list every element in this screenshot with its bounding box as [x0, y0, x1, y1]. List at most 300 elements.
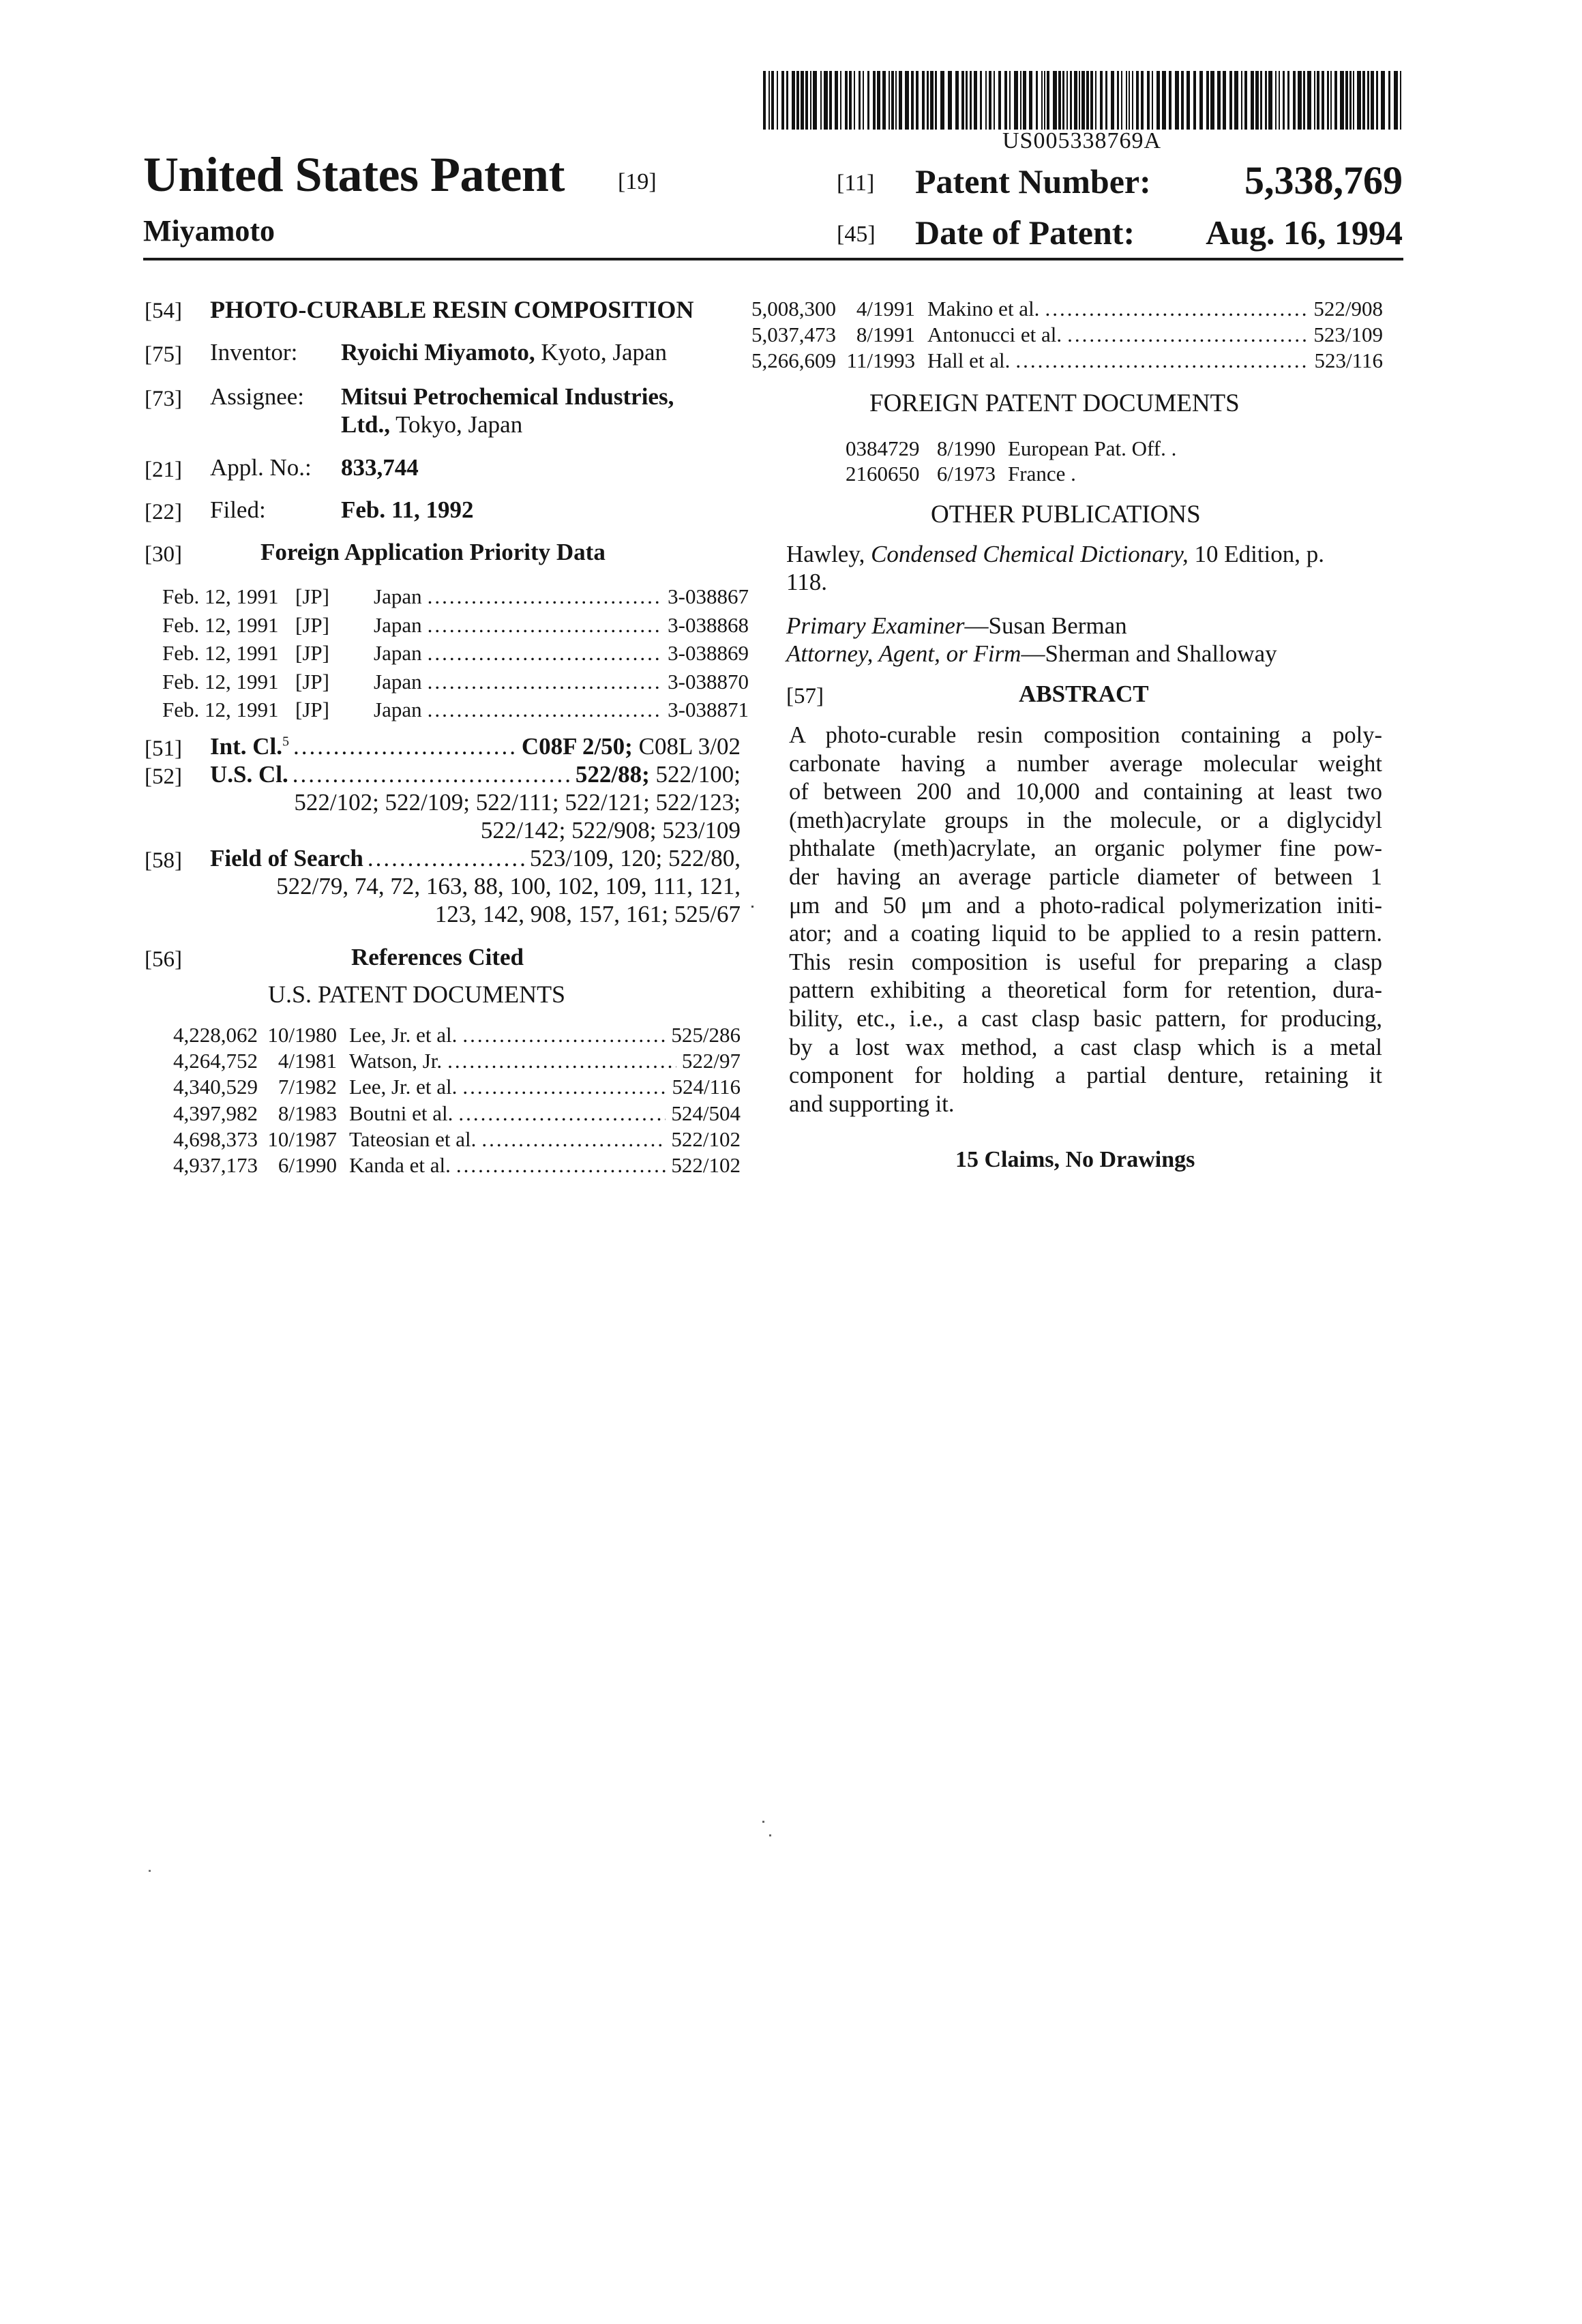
title-code: [19] [618, 169, 657, 195]
priority-date: Feb. 12, 1991 [162, 670, 295, 694]
scan-speck [762, 1821, 764, 1823]
foreign-number: 2160650 [846, 462, 916, 486]
patent-ref-row [162, 1127, 741, 1152]
abstract-line: der having an average particle diameter of between 1 [789, 863, 1382, 892]
barcode-bar [796, 71, 799, 130]
primary-examiner-name: —Susan Berman [964, 612, 1126, 639]
ref-class: 522/908 [1313, 297, 1383, 321]
inventor-name: Ryoichi Miyamoto, [341, 339, 535, 366]
barcode-bar [1349, 71, 1352, 130]
barcode [763, 71, 1403, 130]
barcode-bar [911, 71, 914, 130]
abstract-heading: ABSTRACT [1019, 681, 1149, 708]
scan-speck [769, 1834, 771, 1836]
barcode-bar [966, 71, 968, 130]
date-code: [45] [837, 222, 876, 248]
abstract-line: pattern exhibiting a theoretical form for retention, dura- [789, 977, 1382, 1005]
leader-dots [1067, 323, 1308, 347]
ref-class: 524/504 [671, 1101, 741, 1126]
barcode-bar [792, 71, 795, 130]
patent-ref-row [162, 1049, 741, 1073]
barcode-bar [930, 71, 934, 130]
leader-dots [428, 698, 663, 722]
us-cl-primary: 522/88; [576, 761, 650, 788]
abstract-line: and supporting it. [789, 1090, 1382, 1119]
barcode-bar [927, 71, 929, 130]
priority-date: Feb. 12, 1991 [162, 641, 295, 666]
abstract-line: carbonate having a number average molecular weight [789, 750, 1382, 779]
ref-number: 4,340,529 [162, 1075, 258, 1099]
barcode-bar [863, 71, 864, 130]
ref-number: 4,698,373 [162, 1127, 258, 1152]
ref-date: 4/1981 [258, 1049, 337, 1073]
barcode-bar [805, 71, 808, 130]
references-heading: References Cited [351, 944, 524, 971]
abstract-line: phthalate (meth)acrylate, an organic polymer fine pow- [789, 835, 1382, 863]
ref-date: 8/1983 [258, 1101, 337, 1126]
foreign-office: European Pat. Off. . [1008, 436, 1176, 461]
barcode-bar [1362, 71, 1365, 130]
barcode-bar [1371, 71, 1374, 130]
barcode-bar [1293, 71, 1296, 130]
field-code: [54] [145, 299, 182, 323]
barcode-bar [1009, 71, 1011, 130]
publication-title: Condensed Chemical Dictionary, [871, 541, 1189, 567]
patent-ref-row [162, 1101, 741, 1126]
barcode-bar [889, 71, 890, 130]
barcode-bar [1070, 71, 1072, 130]
barcode-number: US005338769A [1002, 128, 1161, 154]
barcode-bar [1181, 71, 1184, 130]
header-rule [143, 258, 1403, 260]
barcode-bar [1229, 71, 1232, 130]
barcode-bar [1141, 71, 1144, 130]
barcode-bar [873, 71, 876, 130]
priority-number: 3-038869 [668, 641, 749, 666]
abstract-line: bility, etc., i.e., a cast clasp basic pattern, for producing, [789, 1005, 1382, 1034]
leader-dots [428, 613, 663, 638]
ref-date: 6/1990 [258, 1153, 337, 1178]
barcode-bar [1327, 71, 1329, 130]
barcode-bar [1081, 71, 1085, 130]
foreign-number: 0384729 [846, 436, 916, 461]
barcode-bar [1090, 71, 1093, 130]
scan-speck [751, 906, 753, 908]
barcode-bar [1307, 71, 1311, 130]
filed-label: Filed: [210, 496, 266, 524]
field-of-search-line2: 522/79, 74, 72, 163, 88, 100, 102, 109, 111, 121, [276, 873, 741, 900]
field-code: [21] [145, 458, 182, 482]
barcode-bar [845, 71, 848, 130]
foreign-docs-heading: FOREIGN PATENT DOCUMENTS [869, 389, 1240, 418]
leader-dots [462, 1023, 666, 1047]
date-label: Date of Patent: [915, 213, 1135, 252]
other-publications-heading: OTHER PUBLICATIONS [931, 500, 1201, 529]
barcode-bar [763, 71, 766, 130]
patent-number-code: [11] [837, 170, 874, 196]
field-of-search-label: Field of Search [210, 845, 363, 872]
barcode-bar [955, 71, 959, 130]
abstract-line: component for holding a partial denture, retaining it [789, 1062, 1382, 1090]
barcode-bar [998, 71, 1001, 130]
barcode-bar [1126, 71, 1127, 130]
int-cl-label: Int. Cl.5 [210, 733, 289, 760]
priority-country: Japan [374, 641, 422, 666]
barcode-bar [1095, 71, 1096, 130]
priority-date: Feb. 12, 1991 [162, 698, 295, 722]
assignee-name-line1: Mitsui Petrochemical Industries, [341, 383, 674, 411]
field-code: [75] [145, 342, 182, 367]
ref-name: Kanda et al. [349, 1153, 451, 1178]
abstract-line: ator; and a coating liquid to be applied to a resin pattern. [789, 920, 1382, 949]
inventor-location: Kyoto, Japan [541, 339, 667, 366]
int-cl-primary: C08F 2/50; [522, 733, 633, 760]
abstract-line: This resin composition is useful for preparing a clasp [789, 949, 1382, 977]
ref-date: 8/1991 [836, 323, 915, 347]
field-code: [51] [145, 736, 182, 761]
barcode-bar [801, 71, 804, 130]
barcode-bar [970, 71, 972, 130]
ref-number: 4,397,982 [162, 1101, 258, 1126]
leader-dots [428, 670, 663, 694]
leader-dots [447, 1049, 676, 1073]
barcode-bar [895, 71, 897, 130]
leader-dots [1045, 297, 1308, 321]
us-cl-line1-rest: 522/100; [656, 761, 741, 788]
patent-number: 5,338,769 [1244, 158, 1403, 203]
assignee-name-suffix: Ltd., [341, 411, 390, 438]
ref-date: 7/1982 [258, 1075, 337, 1099]
barcode-bar [813, 71, 817, 130]
barcode-bar [1020, 71, 1021, 130]
barcode-bar [1314, 71, 1315, 130]
barcode-bar [1367, 71, 1369, 130]
us-patent-docs-heading: U.S. PATENT DOCUMENTS [268, 980, 565, 1009]
barcode-bar [1053, 71, 1057, 130]
barcode-bar [974, 71, 977, 130]
barcode-bar [989, 71, 991, 130]
barcode-bar [1279, 71, 1280, 130]
barcode-bar [1283, 71, 1285, 130]
barcode-bar [824, 71, 828, 130]
barcode-bar [840, 71, 841, 130]
barcode-bar [1376, 71, 1378, 130]
barcode-bar [1186, 71, 1190, 130]
foreign-office: France . [1008, 462, 1076, 486]
us-cl-line3: 522/142; 522/908; 523/109 [481, 817, 741, 844]
barcode-bar [1004, 71, 1007, 130]
abstract-line: by a lost wax method, a cast clasp which is a metal [789, 1034, 1382, 1062]
barcode-bar [1400, 71, 1401, 130]
field-of-search-row [210, 845, 741, 872]
barcode-bar [1330, 71, 1332, 130]
field-code: [22] [145, 500, 182, 524]
ref-class: 522/102 [671, 1127, 741, 1152]
barcode-bar [1255, 71, 1259, 130]
barcode-bar [1117, 71, 1119, 130]
abstract-code: [57] [786, 684, 824, 709]
patent-ref-row [741, 348, 1383, 373]
barcode-bar [1268, 71, 1272, 130]
publication-author: Hawley, [786, 541, 865, 567]
barcode-bar [882, 71, 886, 130]
ref-class: 523/109 [1313, 323, 1383, 347]
barcode-bar [1388, 71, 1390, 130]
patent-ref-row [162, 1153, 741, 1178]
priority-number: 3-038870 [668, 670, 749, 694]
barcode-bar [1105, 71, 1107, 130]
ref-number: 5,008,300 [741, 297, 836, 321]
barcode-bar [905, 71, 909, 130]
us-cl-line2: 522/102; 522/109; 522/111; 522/121; 522/123; [294, 789, 741, 816]
barcode-bar [1147, 71, 1150, 130]
barcode-bar [899, 71, 902, 130]
field-code: [52] [145, 764, 182, 789]
barcode-bar [1062, 71, 1064, 130]
ref-class: 522/102 [671, 1153, 741, 1178]
ref-name: Tateosian et al. [349, 1127, 476, 1152]
patent-title-heading: United States Patent [143, 147, 565, 203]
priority-row [162, 698, 749, 722]
barcode-bar [771, 71, 774, 130]
priority-row [162, 584, 749, 609]
barcode-bar [1199, 71, 1203, 130]
primary-examiner [786, 612, 1127, 640]
priority-date: Feb. 12, 1991 [162, 584, 295, 609]
priority-date: Feb. 12, 1991 [162, 613, 295, 638]
barcode-bar [922, 71, 925, 130]
foreign-date: 6/1973 [916, 462, 996, 486]
barcode-bar [994, 71, 995, 130]
attorney-name: —Sherman and Shalloway [1021, 640, 1277, 667]
invention-title: PHOTO-CURABLE RESIN COMPOSITION [210, 295, 693, 324]
barcode-bar [1136, 71, 1139, 130]
ref-number: 4,228,062 [162, 1023, 258, 1047]
barcode-bar [1047, 71, 1049, 130]
priority-country: Japan [374, 613, 422, 638]
barcode-bar [877, 71, 880, 130]
publication-line1 [786, 541, 1324, 568]
barcode-bar [891, 71, 894, 130]
ref-class: 522/97 [682, 1049, 741, 1073]
abstract-text [789, 721, 1382, 1118]
barcode-bar [1260, 71, 1262, 130]
ref-name: Antonucci et al. [927, 323, 1062, 347]
int-cl-secondary: C08L 3/02 [639, 733, 741, 760]
barcode-bar [1162, 71, 1166, 130]
attorney-label: Attorney, Agent, or Firm [786, 640, 1021, 667]
publication-edition: 10 Edition, p. [1194, 541, 1324, 567]
appl-no-label: Appl. No.: [210, 454, 312, 481]
barcode-bar [1206, 71, 1209, 130]
barcode-bar [1251, 71, 1254, 130]
barcode-bar [1100, 71, 1103, 130]
priority-row [162, 613, 749, 638]
barcode-bar [916, 71, 919, 130]
field-of-search-line3: 123, 142, 908, 157, 161; 525/67 [435, 901, 741, 928]
foreign-patent-row [846, 462, 1076, 486]
ref-name: Hall et al. [927, 348, 1010, 373]
ref-date: 4/1991 [836, 297, 915, 321]
barcode-bar [835, 71, 838, 130]
barcode-bar [1381, 71, 1385, 130]
attorney [786, 640, 1277, 668]
barcode-bar [1357, 71, 1361, 130]
barcode-bar [1287, 71, 1289, 130]
barcode-bar [1210, 71, 1214, 130]
ref-class: 524/116 [672, 1075, 741, 1099]
ref-class: 525/286 [671, 1023, 741, 1047]
barcode-bar [1334, 71, 1337, 130]
barcode-bar [810, 71, 811, 130]
inventor-label: Inventor: [210, 339, 297, 366]
barcode-bar [1317, 71, 1319, 130]
barcode-bar [1303, 71, 1305, 130]
filed-value: Feb. 11, 1992 [341, 496, 473, 524]
barcode-bar [1058, 71, 1061, 130]
field-code: [58] [145, 848, 182, 873]
barcode-bar [1029, 71, 1032, 130]
barcode-bar [1066, 71, 1068, 130]
priority-country-code: [JP] [295, 584, 374, 609]
priority-country-code: [JP] [295, 670, 374, 694]
leader-dots [428, 584, 663, 609]
leader-dots [458, 1101, 666, 1126]
patent-ref-row [162, 1023, 741, 1047]
barcode-bar [1217, 71, 1221, 130]
foreign-patent-row [846, 436, 1176, 461]
assignee-label: Assignee: [210, 383, 304, 411]
barcode-bar [1234, 71, 1238, 130]
barcode-bar [829, 71, 832, 130]
patent-ref-row [741, 297, 1383, 321]
barcode-bar [1244, 71, 1247, 130]
ref-number: 5,266,609 [741, 348, 836, 373]
barcode-bar [1041, 71, 1043, 130]
foreign-date: 8/1990 [916, 436, 996, 461]
priority-country: Japan [374, 698, 422, 722]
assignee-name-line2 [341, 411, 522, 438]
barcode-bar [1345, 71, 1348, 130]
ref-number: 4,937,173 [162, 1153, 258, 1178]
barcode-bar [1394, 71, 1398, 130]
assignee-location: Tokyo, Japan [395, 411, 522, 438]
ref-date: 10/1980 [258, 1023, 337, 1047]
barcode-bar [1298, 71, 1302, 130]
barcode-bar [1044, 71, 1045, 130]
barcode-bar [1156, 71, 1160, 130]
ref-name: Lee, Jr. et al. [349, 1023, 457, 1047]
barcode-bar [1014, 71, 1018, 130]
barcode-bar [1129, 71, 1130, 130]
barcode-bar [786, 71, 788, 130]
priority-country-code: [JP] [295, 613, 374, 638]
appl-no-value: 833,744 [341, 454, 419, 481]
leader-dots [456, 1153, 666, 1178]
barcode-bar [1265, 71, 1267, 130]
abstract-line: μm and 50 μm and a photo-radical polymerization initi- [789, 892, 1382, 921]
barcode-bar [1353, 71, 1354, 130]
barcode-bar [1132, 71, 1133, 130]
barcode-bar [849, 71, 852, 130]
priority-number: 3-038871 [668, 698, 749, 722]
barcode-bar [854, 71, 855, 130]
barcode-bar [1322, 71, 1324, 130]
scan-speck [149, 1870, 151, 1872]
leader-dots [462, 1075, 666, 1099]
barcode-bar [940, 71, 944, 130]
barcode-bar [768, 71, 770, 130]
int-cl-row [210, 733, 741, 760]
barcode-bar [777, 71, 778, 130]
field-of-search-line1: 523/109, 120; 522/80, [530, 845, 741, 872]
barcode-bar [1023, 71, 1026, 130]
barcode-bar [867, 71, 869, 130]
primary-examiner-label: Primary Examiner [786, 612, 964, 639]
ref-number: 5,037,473 [741, 323, 836, 347]
barcode-bar [1223, 71, 1226, 130]
priority-country-code: [JP] [295, 641, 374, 666]
barcode-bar [1193, 71, 1196, 130]
leader-dots [481, 1127, 666, 1152]
field-title [145, 297, 182, 324]
ref-date: 10/1987 [258, 1127, 337, 1152]
priority-country: Japan [374, 584, 422, 609]
us-cl-label: U.S. Cl. [210, 761, 288, 788]
barcode-bar [1340, 71, 1344, 130]
barcode-bar [1169, 71, 1171, 130]
barcode-bar [1152, 71, 1153, 130]
ref-name: Makino et al. [927, 297, 1039, 321]
barcode-bar [1036, 71, 1038, 130]
priority-country-code: [JP] [295, 698, 374, 722]
leader-dots [1015, 348, 1309, 373]
field-code: [56] [145, 947, 182, 972]
priority-number: 3-038868 [668, 613, 749, 638]
barcode-bar [961, 71, 964, 130]
priority-number: 3-038867 [668, 584, 749, 609]
ref-name: Lee, Jr. et al. [349, 1075, 457, 1099]
inventor-surname: Miyamoto [143, 213, 275, 248]
barcode-bar [1111, 71, 1114, 130]
barcode-bar [985, 71, 987, 130]
barcode-bar [935, 71, 937, 130]
claims-summary: 15 Claims, No Drawings [955, 1147, 1195, 1173]
barcode-bar [1086, 71, 1089, 130]
barcode-bar [1175, 71, 1179, 130]
barcode-bar [781, 71, 784, 130]
barcode-bar [1241, 71, 1242, 130]
priority-heading: Foreign Application Priority Data [260, 539, 606, 566]
publication-page: 118. [786, 569, 827, 596]
abstract-line: (meth)acrylate groups in the molecule, or a diglycidyl [789, 807, 1382, 835]
priority-row [162, 670, 749, 694]
us-cl-row [210, 761, 741, 788]
field-code: [73] [145, 387, 182, 411]
patent-ref-row [162, 1075, 741, 1099]
barcode-bar [820, 71, 822, 130]
abstract-line: of between 200 and 10,000 and containing at least two [789, 778, 1382, 807]
barcode-bar [859, 71, 861, 130]
field-code: [30] [145, 542, 182, 567]
barcode-bar [1121, 71, 1122, 130]
ref-class: 523/116 [1315, 348, 1383, 373]
leader-dots [428, 641, 663, 666]
ref-name: Watson, Jr. [349, 1049, 442, 1073]
ref-date: 11/1993 [836, 348, 915, 373]
priority-row [162, 641, 749, 666]
barcode-bar [948, 71, 952, 130]
